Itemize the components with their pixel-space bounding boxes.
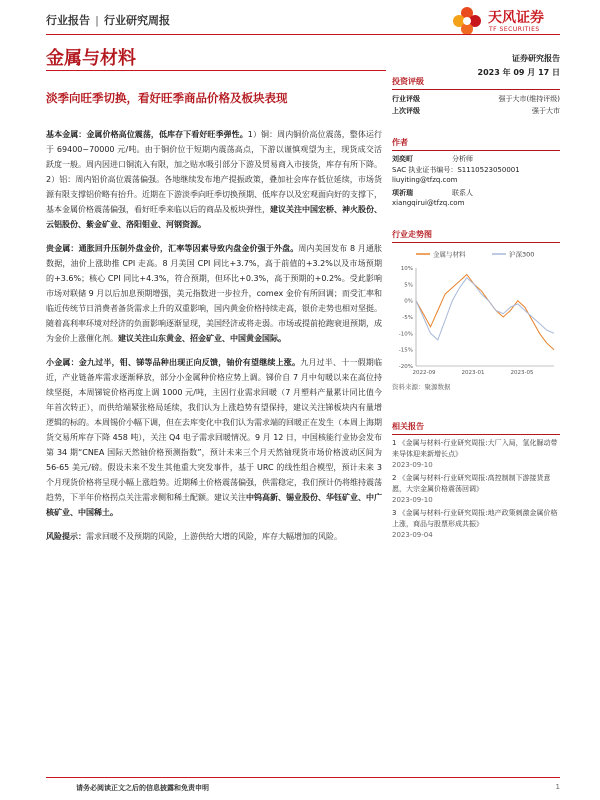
y-tick-label: -5%: [402, 314, 413, 321]
base-metal-section: [46, 127, 382, 232]
author-email[interactable]: xiangqirui@tfzq.com: [392, 199, 465, 207]
related-item-title[interactable]: 3 《金属与材料-行业研究周报:地产政策刺激金属价格上涨，商品与股票形成共振》: [392, 508, 558, 528]
risk-lead: 风险提示：: [46, 532, 86, 541]
precious-metal-section: [46, 241, 382, 346]
trend-chart-svg: [392, 246, 560, 386]
series-line: [416, 277, 554, 339]
rating-value: 强于大市(维持评级): [498, 95, 560, 103]
main-body: [46, 127, 382, 553]
company-logo: [450, 4, 560, 38]
related-heading: 相关报告: [392, 421, 560, 435]
page-number: 1: [555, 783, 560, 791]
y-tick-label: 0%: [404, 298, 413, 305]
footer-divider: [46, 777, 560, 778]
chart-source: 资料来源：聚源数据: [392, 382, 451, 391]
related-item-date: 2023-09-10: [392, 460, 433, 469]
author-role: 分析师: [452, 155, 473, 163]
minor-metal-rec-prefix: 建议关注: [214, 493, 246, 502]
author-entry: [392, 188, 560, 209]
logo-name: 天风证券: [488, 10, 544, 26]
minor-metal-lead: 小金属：金九过半，钼、锑等品种出现正向反馈，铀价有望继续上涨。: [46, 358, 301, 367]
base-metal-rec: 建议关注中国宏桥、神火股份、云铝股份、紫金矿业、洛阳钼业、河钢资源。: [46, 205, 382, 229]
author-role: 联系人: [452, 188, 473, 197]
legend-label: 金属与材料: [433, 250, 466, 258]
breadcrumb-separator: |: [95, 14, 100, 27]
author-email[interactable]: liuyiting@tfzq.com: [392, 176, 458, 184]
related-item[interactable]: [392, 438, 560, 471]
prev-rating-value: 强于大市: [532, 107, 560, 115]
rating-row: [392, 93, 560, 105]
related-item-title[interactable]: 2 《金属与材料-行业研究周报:高控制制下游接货意愿，大宗金属价格震荡回调》: [392, 473, 551, 493]
related-item[interactable]: [392, 508, 560, 541]
related-item-title[interactable]: 1 《金属与材料-行业研究周报:大厂入局，氢化脲动带来导体迎来新增长点》: [392, 438, 558, 458]
industry-title: 金属与材料: [46, 48, 136, 69]
prev-rating-label: 上次评级: [392, 107, 420, 115]
rating-heading: 投资评级: [392, 76, 560, 90]
base-metal-text: 1）铜：周内铜价高位震荡，整体运行于 69400~70000 元/吨。由于铜价位于短期内震荡高点，下游以谨慎观望为主，现货成交活跃度一般。周内因进口铜流入有限，加之贴水吸引部分下游及贸易商入市接货，库存有所下降。2）铝：周内铝价高位震荡偏强。各地继续发布地产提振政策，叠加社会库存低位延续，市场货源有限支撑铝价略有抬升。近期在下游淡季向旺季切换预期、低库存以及宏观面向好的支撑下，基本金属价格震荡偏强，看好旺季来临以后的商品及板块弹性，: [46, 130, 383, 214]
precious-metal-rec: 建议关注山东黄金、招金矿业、中国黄金国际。: [118, 334, 286, 343]
minor-metal-section: [46, 355, 382, 520]
y-tick-label: -10%: [398, 330, 413, 337]
report-title: 淡季向旺季切换，看好旺季商品价格及板块表现: [46, 91, 288, 105]
flower-logo-icon: [450, 4, 484, 38]
risk-text: 需求回暖不及预期的风险，上游供给大增的风险，库存大幅增加的风险。: [86, 532, 342, 541]
header-divider: [46, 34, 560, 35]
minor-metal-rec: 中钨高新、锡业股份、华钰矿业、中广核矿业、中国稀土。: [46, 493, 382, 517]
report-type: 行业报告: [46, 14, 90, 27]
report-kind: 证券研究报告: [512, 54, 560, 63]
chart-heading: 行业走势图: [392, 229, 560, 243]
report-date: 2023 年 09 月 17 日: [477, 68, 560, 77]
title-divider: [46, 70, 386, 71]
author-name: 刘奕町: [392, 155, 413, 163]
prev-rating-row: [392, 105, 560, 117]
related-item[interactable]: [392, 473, 560, 506]
precious-metal-lead: 贵金属：通胀回升压制外盘金价，汇率等因素导致内盘金价强于外盘。: [46, 244, 299, 253]
base-metal-lead: 基本金属：金属价格高位震荡，低库存下看好旺季弹性。: [46, 130, 248, 139]
risk-section: [46, 529, 382, 544]
related-item-date: 2023-09-04: [392, 530, 433, 539]
trend-chart: [392, 246, 560, 386]
related-list: [392, 438, 560, 541]
rating-label: 行业评级: [392, 95, 420, 103]
precious-metal-text: 周内美国发布 8 月通胀数据，油价上涨助推 CPI 走高。8 月美国 CPI 同比+3.7%，高于前值的+3.2%以及市场预期的+3.6%；核心 CPI 同比+4.3%，符合预期，但环比+0.3%，高于预期的+0.2%。受此影响市场对联储 9 月以后加息预期增强，美元指数进一步拉升，comex 金价有所回调；而受汇率和临近传统节日消费者备货需求上升的双重影响，国内黄金价格持续走高，银价走势也相对坚挺。随着高利率环境对经济的负面影响逐渐显现，美国经济或将走弱。市场或提前抢跑衰退预期，成为金价上涨催化剂。: [46, 244, 382, 343]
y-tick-label: -20%: [398, 363, 413, 370]
x-tick-label: 2022-09: [412, 369, 436, 376]
y-tick-label: 5%: [404, 281, 413, 288]
footer-disclaimer: 请务必阅读正文之后的信息披露和免责申明: [76, 784, 209, 792]
y-tick-label: 10%: [400, 265, 413, 272]
y-tick-label: -15%: [398, 347, 413, 354]
authors-heading: 作者: [392, 137, 560, 151]
legend-label: 沪深300: [509, 250, 535, 258]
report-breadcrumb: [46, 12, 170, 28]
report-subtype: 行业研究周报: [104, 14, 171, 27]
sidebar: [392, 76, 560, 543]
x-tick-label: 2023-05: [510, 369, 534, 376]
minor-metal-text: 九月过半、十一假期临近，产业链备库需求逐渐释放，部分小金属种价格应势上调。锑价自 7 月中旬暖以来在高位持续坚挺，本周锑锭价格再度上调 1000 元/吨，主因行业需求回暖（7 月塑料产量累计同比值今年首次转正），而供给端紧张格局延续，我们认为上涨趋势有望保持，建议关注锑板块内有量增逻辑的标的。本周锡价小幅下调，但在去库变化中我们认为需求端的回暖正在发生（本周上海期货交易所库存下降 458 吨），关注 Q4 电子需求回暖情况。9 月 12 日，中国核能行业协会发布第 34 期“CNEA 国际天然铀价格预测指数”，预计未来三个月天然铀现货市场价格波动区间为 56-65 美元/磅。假设未来不发生其他重大突发事件，基于 URC 的线性组合模型，预计未来 3 个月现货价格将呈现小幅上涨趋势。近期稀土价格震荡偏强，供需稳定，我们预计仍将维持震荡趋势，下半年价格拐点关注需求侧和稀土配额。: [46, 358, 383, 502]
author-entry: [392, 154, 560, 186]
logo-english: TF SECURITIES: [489, 26, 540, 33]
author-cert: SAC 执业证书编号：S1110523050001: [392, 165, 520, 174]
related-item-date: 2023-09-10: [392, 495, 433, 504]
author-name: 项祈瑞: [392, 188, 413, 197]
x-tick-label: 2023-01: [461, 369, 485, 376]
